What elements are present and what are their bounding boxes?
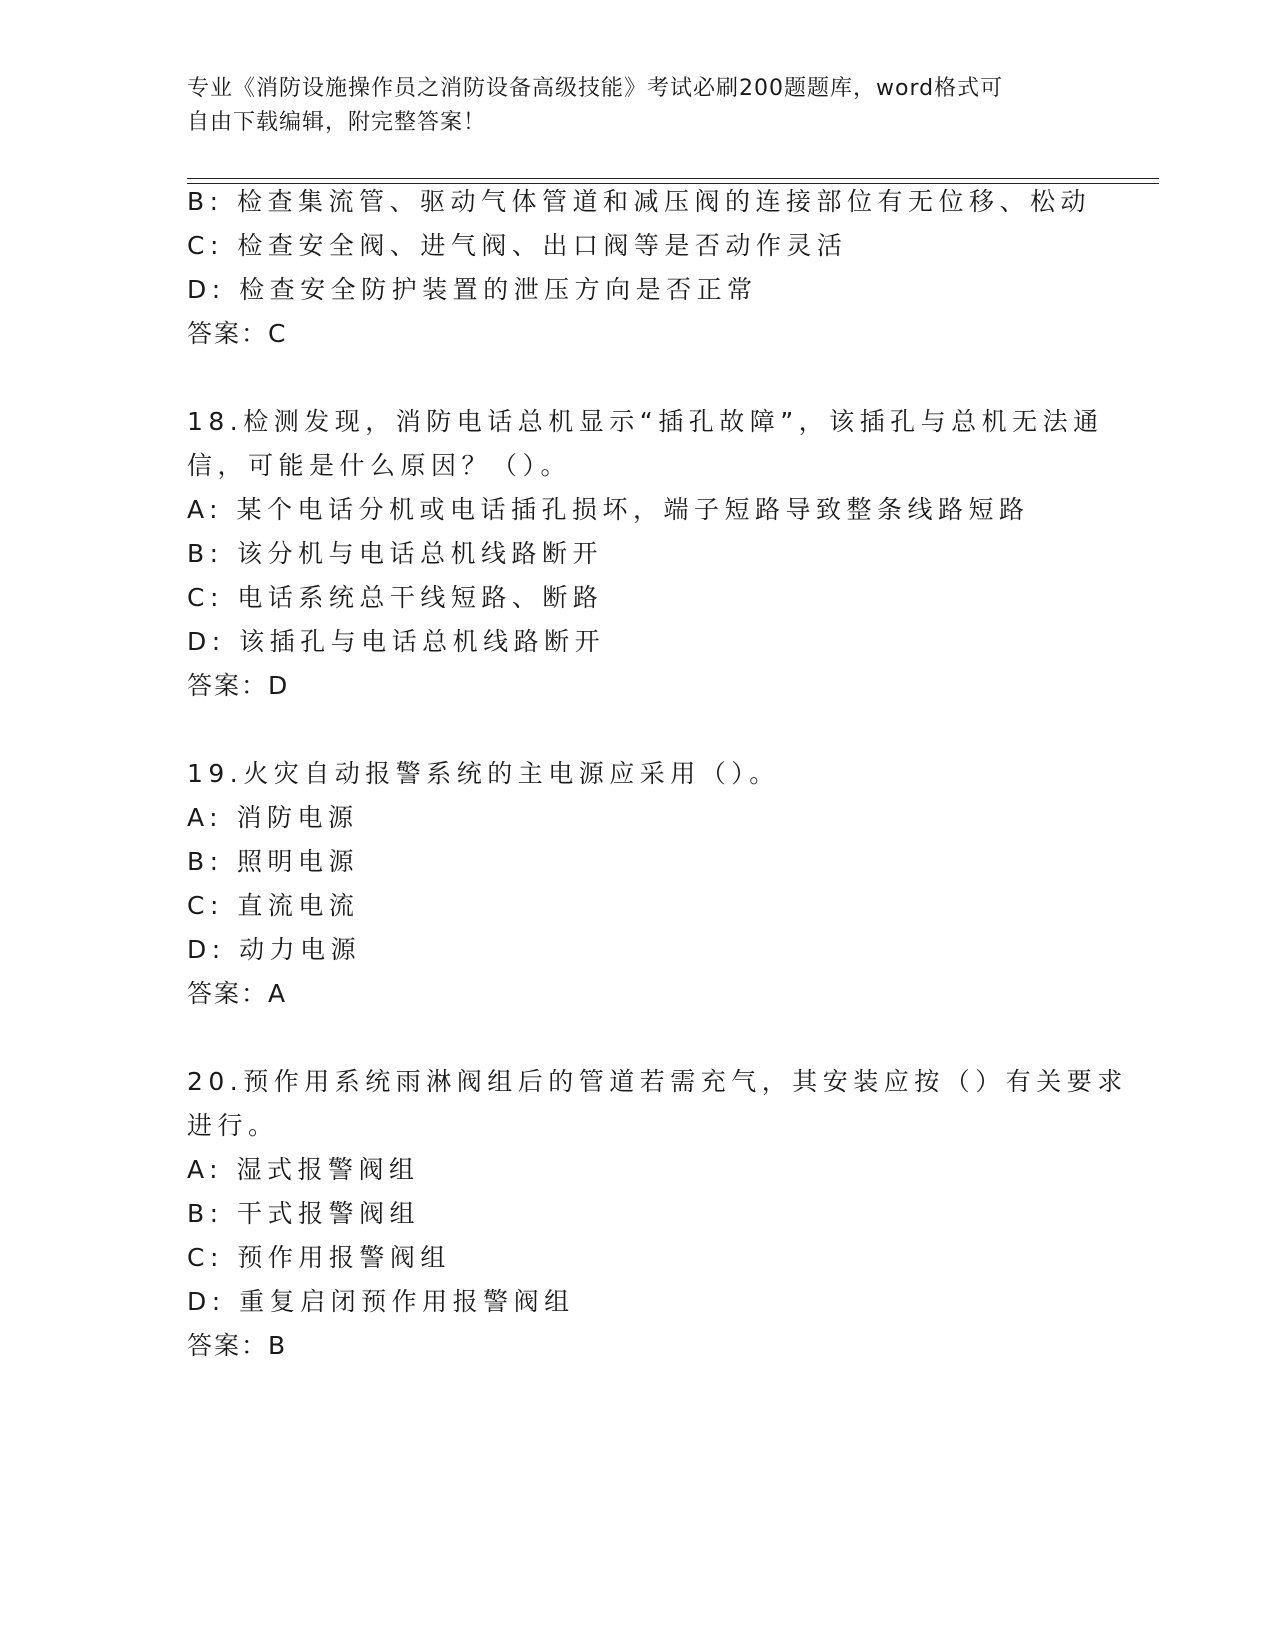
q19-option-d: D: 动力电源 [187,935,362,964]
q17-option-c: C: 检查安全阀、进气阀、出口阀等是否动作灵活 [187,231,848,260]
q20-option-a: A: 湿式报警阀组 [187,1155,420,1184]
q18-option-b: B: 该分机与电话总机线路断开 [187,539,604,568]
q20-stem-line-2: 进行。 [187,1111,279,1140]
q18-stem-line-2: 信，可能是什么原因？（）。 [187,451,572,480]
q19-answer: 答案：A [187,979,288,1008]
q18-answer: 答案：D [187,671,290,700]
q19-option-c: C: 直流电流 [187,891,360,920]
page-header [187,72,1087,140]
q18-option-a: A: 某个电话分机或电话插孔损坏，端子短路导致整条线路短路 [187,495,1030,524]
q19-option-a: A: 消防电源 [187,803,359,832]
header-line-2: 自由下载编辑，附完整答案！ [187,110,487,135]
q18-option-d: D: 该插孔与电话总机线路断开 [187,627,606,656]
q19-option-b: B: 照明电源 [187,847,360,876]
q17-answer: 答案：C [187,319,288,348]
q20-option-b: B: 干式报警阀组 [187,1199,421,1228]
q20-option-c: C: 预作用报警阀组 [187,1243,451,1272]
q17-option-d: D: 检查安全防护装置的泄压方向是否正常 [187,275,758,304]
q20-stem-line-1: 20.预作用系统雨淋阀组后的管道若需充气，其安装应按（）有关要求 [187,1067,1128,1096]
q19-stem: 19.火灾自动报警系统的主电源应采用（）。 [187,759,780,788]
q20-answer: 答案：B [187,1331,288,1360]
header-divider [187,178,1159,184]
q18-option-c: C: 电话系统总干线短路、断路 [187,583,604,612]
q18-stem-line-1: 18.检测发现，消防电话总机显示“插孔故障”，该插孔与总机无法通 [187,407,1104,436]
q20-option-d: D: 重复启闭预作用报警阀组 [187,1287,575,1316]
q17-option-b: B: 检查集流管、驱动气体管道和减压阀的连接部位有无位移、松动 [187,187,1092,216]
header-line-1: 专业《消防设施操作员之消防设备高级技能》考试必刷200题题库，word格式可 [187,76,1004,101]
